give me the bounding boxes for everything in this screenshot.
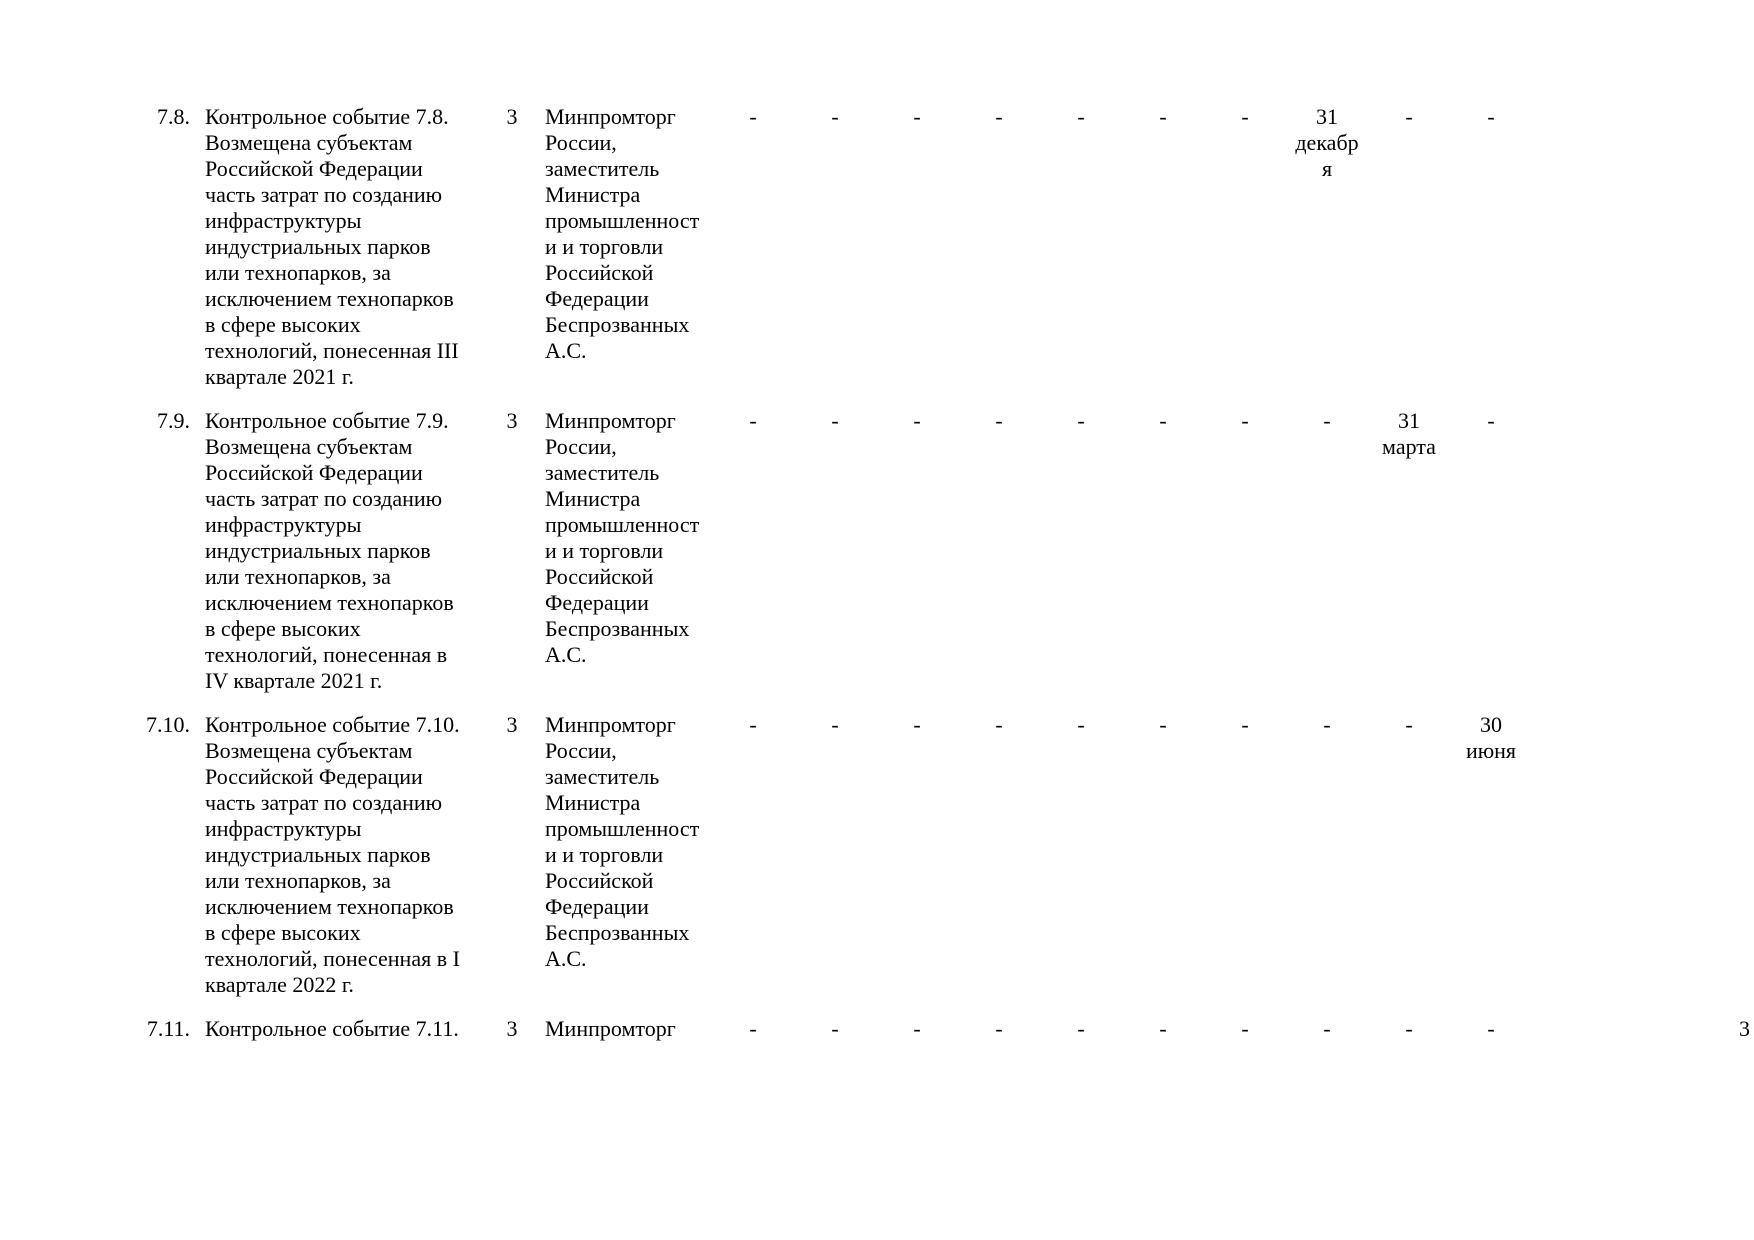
description-cell: Контрольное событие 7.11. [205,1016,459,1041]
period-cell: - [831,104,839,129]
description-cell: Контрольное событие 7.8. Возмещена субъектам Российской Федерации часть затрат по созданию инфраструктуры индустриальных парков или технопарков, за исключением технопарков в сфере высоких технологий, понесенная III квартале 2021 г. [205,104,459,389]
executor-cell: Минпромторг России, заместитель Министра промышленности и торговли Российской Федерации Беспрозванных А.С. [545,104,700,363]
period-cell: - [1405,104,1413,129]
executor-cell: Минпромторг [545,1016,676,1041]
period-cell: - [1077,712,1085,737]
period-cell: - [1241,1016,1249,1041]
period-cell: 30 июня [1465,712,1517,763]
period-cell: - [1405,712,1413,737]
table-row [0,408,1754,712]
period-cell: - [995,408,1003,433]
table-row [0,712,1754,1016]
edge-cell: 3 [1739,1016,1750,1041]
period-cell: - [1323,1016,1331,1041]
row-number-cell: 7.9. [157,408,190,433]
count-cell: 3 [506,408,518,433]
period-cell: - [1241,104,1249,129]
row-number-cell: 7.8. [157,104,190,129]
period-cell: - [913,104,921,129]
period-cell: - [1487,1016,1495,1041]
table-row [0,1016,1754,1060]
table-row [0,104,1754,408]
period-cell: - [1323,408,1331,433]
period-cell: - [995,1016,1003,1041]
period-cell: - [1159,104,1167,129]
period-cell: - [749,104,757,129]
executor-cell: Минпромторг России, заместитель Министра промышленности и торговли Российской Федерации Беспрозванных А.С. [545,712,700,971]
period-cell: - [1241,408,1249,433]
period-cell: - [1077,1016,1085,1041]
period-cell: 31 марта [1382,408,1436,459]
count-cell: 3 [506,1016,518,1041]
period-cell: - [1159,1016,1167,1041]
period-cell: - [1487,408,1495,433]
edge-cell [1532,408,1754,712]
edge-cell [1532,712,1754,1016]
period-cell: - [1077,408,1085,433]
period-cell: - [831,712,839,737]
row-number-cell: 7.10. [146,712,190,737]
period-cell: - [913,408,921,433]
period-cell: - [995,104,1003,129]
count-cell: 3 [506,712,518,737]
milestones-table [0,104,1754,1060]
period-cell: - [1159,712,1167,737]
description-cell: Контрольное событие 7.10. Возмещена субъектам Российской Федерации часть затрат по созданию инфраструктуры индустриальных парков или технопарков, за исключением технопарков в сфере высоких технологий, понесенная в I квартале 2022 г. [205,712,460,997]
period-cell: - [1405,1016,1413,1041]
period-cell: - [1323,712,1331,737]
period-cell: - [913,1016,921,1041]
period-cell: - [1487,104,1495,129]
period-cell: - [1077,104,1085,129]
period-cell: - [749,1016,757,1041]
row-number-cell: 7.11. [146,1016,190,1041]
period-cell: - [913,712,921,737]
period-cell: - [831,1016,839,1041]
period-cell: 31 декабря [1295,104,1359,181]
count-cell: 3 [506,104,518,129]
period-cell: - [995,712,1003,737]
period-cell: - [749,408,757,433]
period-cell: - [1159,408,1167,433]
period-cell: - [749,712,757,737]
executor-cell: Минпромторг России, заместитель Министра промышленности и торговли Российской Федерации Беспрозванных А.С. [545,408,700,667]
edge-cell [1532,104,1754,408]
period-cell: - [1241,712,1249,737]
description-cell: Контрольное событие 7.9. Возмещена субъектам Российской Федерации часть затрат по созданию инфраструктуры индустриальных парков или технопарков, за исключением технопарков в сфере высоких технологий, понесенная в IV квартале 2021 г. [205,408,454,693]
period-cell: - [831,408,839,433]
